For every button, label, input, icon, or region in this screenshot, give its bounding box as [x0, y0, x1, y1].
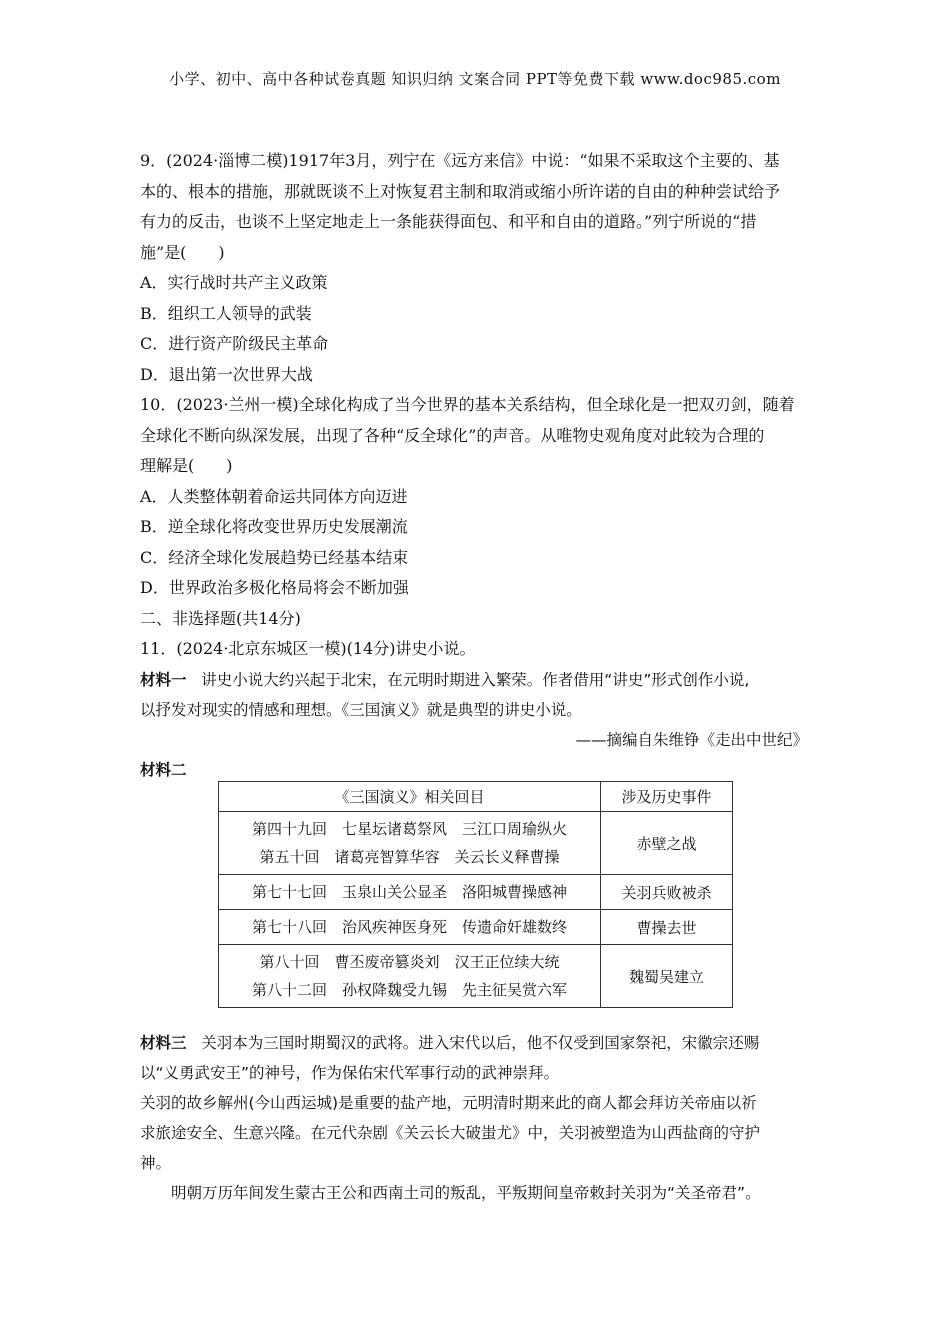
question-9-line: 施”是( ): [140, 242, 225, 262]
chapter-title: 第四十九回 七星坛诸葛祭风 三江口周瑜纵火: [251, 820, 567, 838]
table-cell-event: 魏蜀吴建立: [601, 945, 733, 1008]
question-9-line: 9．(2024·淄博二模)1917年3月，列宁在《远方来信》中说：“如果不采取这个主要的、基: [140, 151, 780, 170]
table-row: [219, 812, 733, 875]
question-10-option-c: C．经济全球化发展趋势已经基本结束: [140, 547, 409, 567]
table-cell-event: 关羽兵败被杀: [601, 875, 733, 910]
material-3-para2-line: 关羽的故乡解州(今山西运城)是重要的盐产地，元明清时期来此的商人都会拜访关帝庙以祈: [140, 1094, 757, 1112]
material-1-label: 材料一: [140, 670, 187, 689]
material-3-first-line: [140, 1028, 812, 1058]
chapter-title: 第七十八回 治风疾神医身死 传遗命奸雄数终: [251, 918, 567, 936]
material-3-para2-line: 神。: [140, 1154, 172, 1172]
chapter-title: 第八十回 曹丕废帝篡炎刘 汉王正位续大统: [259, 953, 560, 971]
material-1-text: 讲史小说大约兴起于北宋，在元明时期进入繁荣。作者借用“讲史”形式创作小说,: [201, 670, 750, 689]
question-10-option-b: B．逆全球化将改变世界历史发展潮流: [140, 517, 408, 536]
table-cell-chapters: [219, 945, 601, 1008]
material-3-para3: 明朝万历年间发生蒙古王公和西南土司的叛乱，平叛期间皇帝敕封关羽为“关圣帝君”。: [171, 1184, 761, 1202]
table-header-event: 涉及历史事件: [601, 782, 733, 812]
material-3-label: 材料三: [140, 1034, 187, 1052]
question-content: [140, 146, 812, 785]
table-cell-event: 曹操去世: [601, 910, 733, 945]
material-3-text: 关羽本为三国时期蜀汉的武将。进入宋代以后，他不仅受到国家祭祀，宋徽宗还赐: [201, 1034, 760, 1052]
page-header: 小学、初中、高中各种试卷真题 知识归纳 文案合同 PPT等免费下载 www.doc985.com: [169, 70, 781, 88]
table-header-row: [219, 782, 733, 812]
question-11: [140, 634, 812, 785]
question-9-line: 有力的反击，也谈不上坚定地走上一条能获得面包、和平和自由的道路。”列宁所说的“措: [140, 212, 757, 231]
material-3: [140, 1028, 812, 1208]
material-2-label-text: 材料二: [140, 760, 187, 779]
question-10-line: 10．(2023·兰州一模)全球化构成了当今世界的基本关系结构，但全球化是一把双刃剑，随着: [140, 395, 795, 414]
question-10-line: 理解是( ): [140, 456, 233, 475]
question-9-option-c: C．进行资产阶级民主革命: [140, 334, 329, 353]
question-9-option-a: A．实行战时共产主义政策: [140, 273, 328, 292]
question-9-option-b: B．组织工人领导的武装: [140, 303, 312, 323]
question-10: [140, 390, 812, 604]
question-9-line: 本的、根本的措施，那就既谈不上对恢复君主制和取消或缩小所许诺的自由的种种尝试给予: [140, 181, 781, 201]
section-title: 二、非选择题(共14分): [140, 608, 301, 628]
chapter-title: 第八十二回 孙权降魏受九锡 先主征吴赏六军: [251, 981, 567, 999]
table-cell-event: 赤壁之战: [601, 812, 733, 875]
material-3-text-cont: 以“义勇武安王”的神号，作为保佑宋代军事行动的武神崇拜。: [140, 1064, 560, 1082]
chapter-title: 第七十七回 玉泉山关公显圣 洛阳城曹操感神: [251, 883, 567, 901]
table-row: [219, 945, 733, 1008]
question-9: [140, 146, 812, 390]
material-3-para2-line: 求旅途安全、生意兴隆。在元代杂剧《关云长大破蚩尤》中，关羽被塑造为山西盐商的守护: [140, 1124, 761, 1142]
table-row: [219, 875, 733, 910]
material-1-source: ——摘编自朱维铮《走出中世纪》: [575, 730, 808, 749]
question-10-option-d: D．世界政治多极化格局将会不断加强: [140, 578, 409, 597]
question-10-line: 全球化不断向纵深发展，出现了各种“反全球化”的声音。从唯物史观角度对此较为合理的: [140, 425, 765, 445]
chapter-title: 第五十回 诸葛亮智算华容 关云长义释曹操: [259, 848, 560, 866]
table-cell-chapters: [219, 910, 601, 945]
table-header-chapters: 《三国演义》相关回目: [219, 782, 601, 812]
question-9-option-d: D．退出第一次世界大战: [140, 364, 313, 384]
table-row: [219, 910, 733, 945]
question-11-stem: 11．(2024·北京东城区一模)(14分)讲史小说。: [140, 639, 476, 658]
chapters-table: [218, 781, 733, 1008]
table-cell-chapters: [219, 812, 601, 875]
table-cell-chapters: [219, 875, 601, 910]
material-1-text-cont: 以抒发对现实的情感和理想。《三国演义》就是典型的讲史小说。: [140, 700, 582, 719]
material-2-label: [140, 755, 812, 785]
question-10-option-a: A．人类整体朝着命运共同体方向迈进: [140, 486, 408, 506]
material-1: [140, 665, 812, 695]
